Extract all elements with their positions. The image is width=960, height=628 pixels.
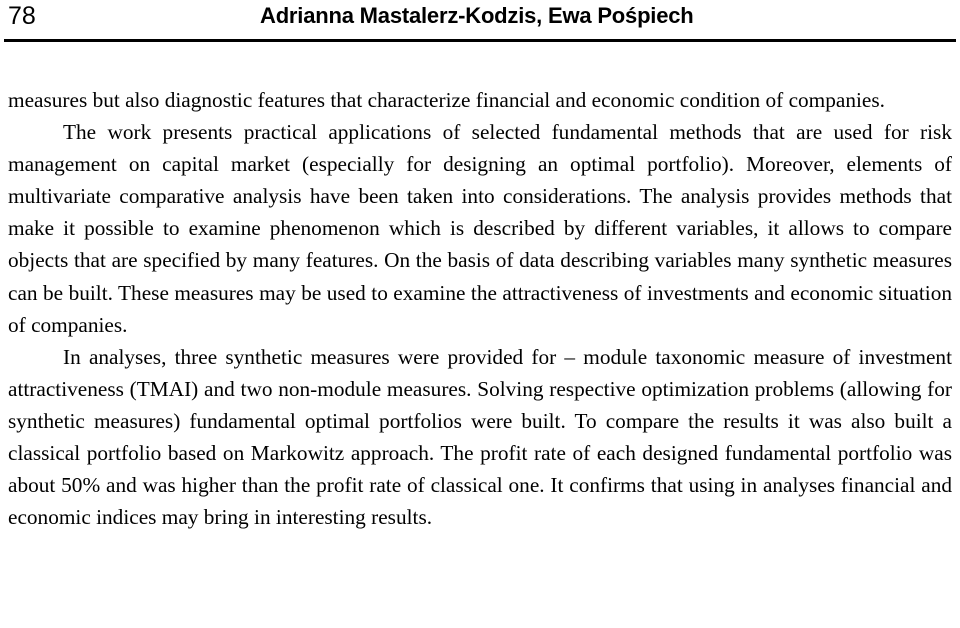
- body-text: [8, 84, 952, 533]
- running-head-authors: Adrianna Mastalerz-Kodzis, Ewa Pośpiech: [260, 3, 694, 28]
- page-number: 78: [8, 2, 36, 30]
- header-rule: [4, 39, 956, 42]
- paragraph-work-presents: The work presents practical applications of selected fundamental methods that are used for risk management on capital market (especially for designing an optimal portfolio). Moreover, elements of multivariate comparative analysis have been taken into considerations. The analysis provides methods that make it possible to examine phenomenon which is described by different variables, it allows to compare objects that are specified by many features. On the basis of data describing variables many synthetic measures can be built. These measures may be used to examine the attractiveness of investments and economic situation of companies.: [8, 120, 952, 337]
- page-header: [0, 0, 960, 40]
- paragraph-continuation: measures but also diagnostic features that characterize financial and economic condition of companies.: [8, 88, 885, 112]
- paragraph-analyses: In analyses, three synthetic measures were provided for – module taxonomic measure of investment attractiveness (TMAI) and two non-module measures. Solving respective optimization problems (allowing for synthetic measures) fundamental optimal portfolios were built. To compare the results it was also built a classical portfolio based on Markowitz approach. The profit rate of each designed fundamental portfolio was about 50% and was higher than the profit rate of classical one. It confirms that using in analyses financial and economic indices may bring in interesting results.: [8, 344, 952, 530]
